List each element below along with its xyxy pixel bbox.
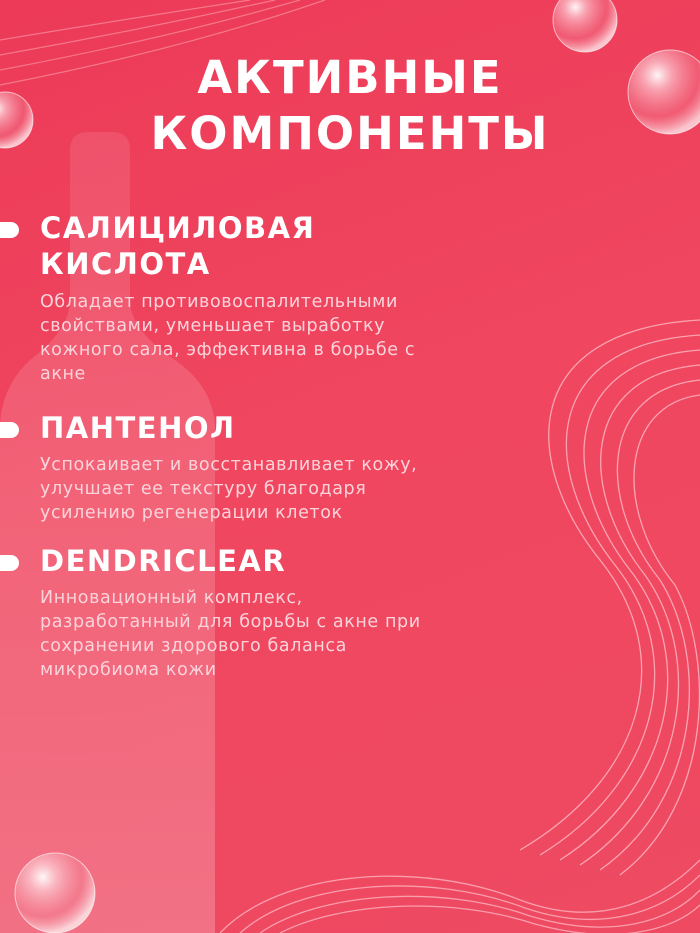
bubble-bottom-left (15, 853, 95, 933)
component-desc-line: свойствами, уменьшает выработку (40, 316, 386, 336)
component-heading-line1: ПАНТЕНОЛ (40, 411, 236, 445)
page-title-line1: АКТИВНЫЕ (197, 51, 503, 104)
bullet-icon (0, 555, 19, 571)
page-title-line2: КОМПОНЕНТЫ (150, 107, 550, 160)
bullet-icon (0, 222, 19, 238)
component-desc-line: Успокаивает и восстанавливает кожу, (40, 455, 418, 475)
component-desc-line: кожного сала, эффективна в борьбе с (40, 340, 416, 360)
component-desc-line: Инновационный комплекс, (40, 588, 303, 608)
component-desc-line: микробиома кожи (40, 660, 217, 680)
component-desc-line: Обладает противовоспалительными (40, 292, 398, 312)
bullet-icon (0, 422, 19, 438)
component-desc-line: акне (40, 364, 86, 384)
component-heading-line2: КИСЛОТА (40, 247, 211, 281)
component-desc-line: усилению регенерации клеток (40, 503, 343, 523)
bubble-top-right (553, 0, 617, 52)
component-heading-line1: САЛИЦИЛОВАЯ (40, 211, 316, 245)
component-heading-line1: DENDRICLEAR (40, 544, 287, 578)
component-desc-line: сохранении здорового баланса (40, 636, 347, 656)
component-desc-line: улучшает ее текстуру благодаря (40, 479, 367, 499)
component-desc-line: разработанный для борьбы с акне при (40, 612, 421, 632)
